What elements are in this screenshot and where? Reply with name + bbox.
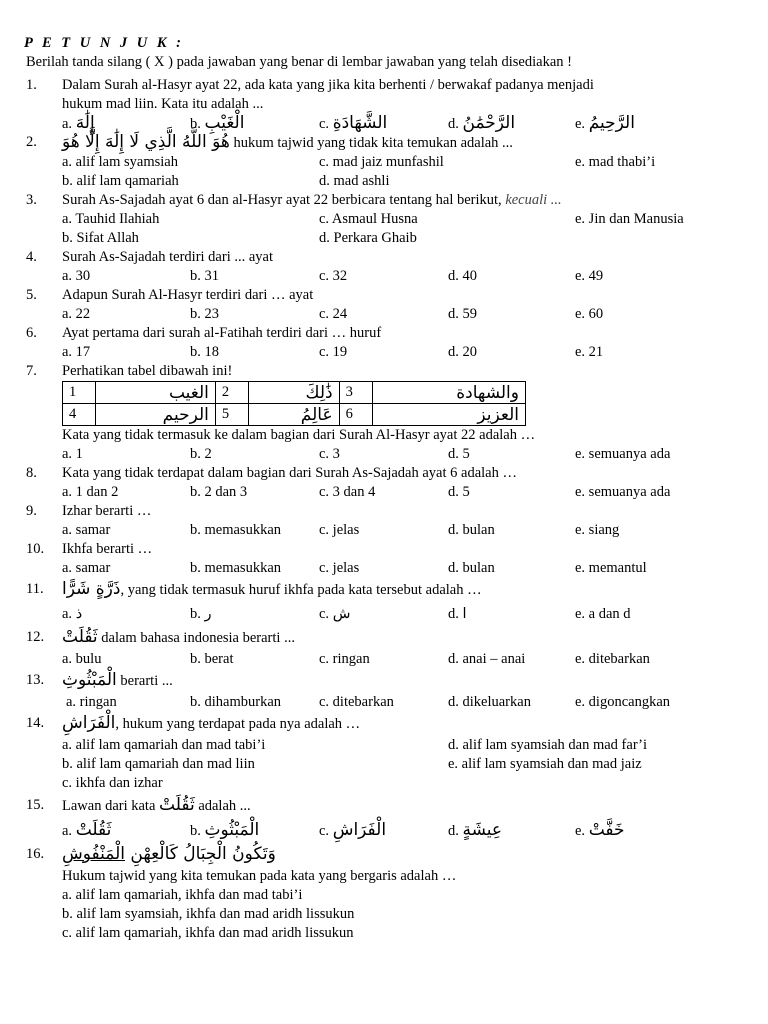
options	[24, 153, 744, 172]
option-a[interactable]: a. Tauhid Ilahiah	[62, 211, 160, 227]
option-a[interactable]: a. 1	[62, 446, 83, 462]
option-c[interactable]: c. 32	[319, 268, 348, 284]
instruction: Berilah tanda silang ( X ) pada jawaban yang benar di lembar jawaban yang telah disediakan !	[26, 54, 572, 70]
quiz-page	[24, 34, 744, 943]
question-text: hukum tajwid yang tidak kita temukan adalah ...	[233, 135, 513, 151]
question-text: , yang tidak termasuk huruf ikhfa pada kata tersebut adalah …	[120, 582, 482, 598]
question-3	[24, 191, 744, 210]
arabic-text: الْفَرَاشِ	[62, 713, 116, 733]
question-number: 15.	[26, 797, 45, 813]
question-12	[24, 626, 744, 650]
question-11	[24, 578, 744, 602]
option-a[interactable]: a. alif lam syamsiah	[62, 154, 178, 170]
question-number: 4.	[26, 249, 37, 265]
option-b[interactable]: b. berat	[190, 651, 234, 667]
option-c[interactable]: c. الْفَرَاشِ	[319, 820, 387, 840]
option-d[interactable]: d. 5	[448, 446, 470, 462]
options	[24, 172, 744, 191]
option-e[interactable]: e. a dan d	[575, 606, 631, 622]
option-c[interactable]: c. 24	[319, 306, 348, 322]
question-number: 1.	[26, 77, 37, 93]
options	[24, 267, 744, 286]
option-e[interactable]: e. digoncangkan	[575, 694, 671, 710]
option-e[interactable]: e. semuanya ada	[575, 446, 671, 462]
options	[24, 755, 744, 774]
option-a[interactable]: a. samar	[62, 560, 111, 576]
options	[24, 114, 744, 133]
options	[24, 229, 744, 248]
option-d[interactable]: d. 5	[448, 484, 470, 500]
question-number: 11.	[26, 581, 44, 597]
header: P E T U N J U K :	[24, 35, 185, 51]
option-d[interactable]: d. 40	[448, 268, 477, 284]
options	[24, 521, 744, 540]
option-d[interactable]: d. الرَّحْمَٰنُ	[448, 113, 516, 133]
option-d[interactable]: d. dikeluarkan	[448, 694, 531, 710]
option-e[interactable]: e. semuanya ada	[575, 484, 671, 500]
question-text: Lawan dari kata	[62, 798, 156, 814]
option-a[interactable]: a. ذ	[62, 606, 83, 622]
question-text-line2: hukum mad liin. Kata itu adalah ...	[62, 96, 264, 112]
option-e[interactable]: e. siang	[575, 522, 620, 538]
question-text: Ayat pertama dari surah al-Fatihah terdiri dari … huruf	[62, 325, 382, 341]
question-number: 14.	[26, 715, 45, 731]
option-a[interactable]: a. 30	[62, 268, 91, 284]
option-d[interactable]: d. bulan	[448, 522, 495, 538]
question-10	[24, 540, 744, 559]
option-a[interactable]: a. ثَقُلَتْ	[62, 820, 112, 840]
question-number: 10.	[26, 541, 45, 557]
question-number: 13.	[26, 672, 45, 688]
option-b[interactable]: b. memasukkan	[190, 522, 282, 538]
question-8	[24, 464, 744, 483]
arabic-text: هُوَ اللَّهُ الَّذِي لَا إِلَٰهَ إِلَّا هُوَ	[62, 132, 230, 152]
option-b[interactable]: b. الْغَيْبِ	[190, 113, 245, 133]
option-b[interactable]: b. ر	[190, 606, 212, 622]
question-text-end: adalah ...	[198, 798, 251, 814]
question-7	[24, 362, 744, 381]
options	[24, 559, 744, 578]
question-1	[24, 76, 744, 114]
question-9	[24, 502, 744, 521]
options	[24, 736, 744, 755]
option-c[interactable]: c. alif lam qamariah, ikhfa dan mad aridh lissukun	[62, 925, 354, 941]
option-c[interactable]: c. ditebarkan	[319, 694, 394, 710]
question-text: Hukum tajwid yang kita temukan pada kata yang bergaris adalah …	[62, 868, 457, 884]
table-cell: 5	[215, 404, 248, 426]
option-e[interactable]: e. الرَّحِيمُ	[575, 113, 635, 133]
option-e[interactable]: e. mad thabi’i	[575, 154, 656, 170]
table-cell: 6	[339, 404, 372, 426]
option-a[interactable]: a. 1 dan 2	[62, 484, 119, 500]
option-a[interactable]: a. alif lam qamariah, ikhfa dan mad tabi’i	[62, 887, 303, 903]
options	[24, 305, 744, 324]
options	[24, 343, 744, 362]
option-b[interactable]: b. Sifat Allah	[62, 230, 139, 246]
option-a[interactable]: a. 17	[62, 344, 91, 360]
option-b[interactable]: b. 2 dan 3	[190, 484, 248, 500]
question-text: Dalam Surah al-Hasyr ayat 22, ada kata yang jika kita berhenti / berwakaf padanya menjadi	[62, 77, 594, 93]
option-c[interactable]: c. ش	[319, 606, 351, 622]
option-c[interactable]: c. jelas	[319, 560, 360, 576]
options	[24, 693, 744, 712]
option-d[interactable]: d. ا	[448, 606, 467, 622]
option-e[interactable]: e. 60	[575, 306, 604, 322]
table-cell: 4	[63, 404, 96, 426]
question-number: 12.	[26, 629, 45, 645]
options	[24, 483, 744, 502]
option-a[interactable]: a. ringan	[66, 694, 117, 710]
option-a[interactable]: a. alif lam qamariah dan mad tabi’i	[62, 737, 266, 753]
options	[24, 818, 744, 842]
option-c[interactable]: c. ikhfa dan izhar	[62, 775, 163, 791]
option-a[interactable]: a. samar	[62, 522, 111, 538]
question-number: 3.	[26, 192, 37, 208]
option-c[interactable]: c. mad jaiz munfashil	[319, 154, 444, 170]
option-e[interactable]: e. alif lam syamsiah dan mad jaiz	[448, 756, 642, 772]
table-cell: الرحيم	[96, 404, 216, 426]
table-cell: الغيب	[96, 382, 216, 404]
question-4	[24, 248, 744, 267]
option-d[interactable]: d. 20	[448, 344, 477, 360]
option-b[interactable]: b. 23	[190, 306, 219, 322]
arabic-text: ثَقُلَتْ	[62, 627, 98, 647]
question-text: , hukum yang terdapat pada nya adalah …	[115, 716, 361, 732]
option-b[interactable]: b. memasukkan	[190, 560, 282, 576]
question-number: 9.	[26, 503, 37, 519]
option-b[interactable]: b. alif lam syamsiah, ikhfa dan mad aridh lissukun	[62, 906, 355, 922]
options	[24, 774, 744, 793]
table-row	[63, 382, 526, 404]
option-b[interactable]: b. الْمَبْثُوثِ	[190, 820, 260, 840]
option-b[interactable]: b. dihamburkan	[190, 694, 282, 710]
question-text: berarti ...	[120, 673, 173, 689]
option-e[interactable]: e. ditebarkan	[575, 651, 650, 667]
arabic-text: الْمَبْثُوثِ	[62, 670, 117, 690]
kecuali-text: kecuali ...	[505, 192, 562, 208]
option-c[interactable]: c. Asmaul Husna	[319, 211, 418, 227]
option-c[interactable]: c. jelas	[319, 522, 360, 538]
question-text: Perhatikan tabel dibawah ini!	[62, 363, 233, 379]
question-text: Surah As-Sajadah ayat 6 dan al-Hasyr ayat 22 berbicara tentang hal berikut,	[62, 192, 506, 208]
option-e[interactable]: e. 49	[575, 268, 604, 284]
option-a[interactable]: a. إِلَٰهَ	[62, 113, 95, 133]
options	[24, 210, 744, 229]
table-cell: 2	[215, 382, 248, 404]
option-c[interactable]: c. 3 dan 4	[319, 484, 376, 500]
option-b[interactable]: b. 18	[190, 344, 219, 360]
question-number: 7.	[26, 363, 37, 379]
question-6	[24, 324, 744, 343]
option-d[interactable]: d. mad ashli	[319, 173, 390, 189]
table-cell: 3	[339, 382, 372, 404]
table-cell: والشهادة	[372, 382, 525, 404]
question-15	[24, 793, 744, 818]
options	[24, 905, 744, 924]
question-text: Adapun Surah Al-Hasyr terdiri dari … ayat	[62, 287, 314, 303]
arabic-text: ثَقُلَتْ	[159, 795, 195, 815]
question-number: 6.	[26, 325, 37, 341]
option-b[interactable]: b. 2	[190, 446, 212, 462]
option-e[interactable]: e. خَفَّتْ	[575, 820, 625, 840]
question-text-line2: Kata yang tidak termasuk ke dalam bagian dari Surah Al-Hasyr ayat 22 adalah …	[62, 427, 536, 443]
option-d[interactable]: d. anai – anai	[448, 651, 526, 667]
question-5	[24, 286, 744, 305]
arabic-verse: وَتَكُونُ الْجِبَالُ كَالْعِهْنِ الْمَنْفُوشِ	[62, 844, 276, 864]
option-c[interactable]: c. 3	[319, 446, 340, 462]
option-c[interactable]: c. ringan	[319, 651, 370, 667]
options	[24, 445, 744, 464]
underlined-word: الْمَنْفُوشِ	[62, 844, 125, 864]
option-d[interactable]: d. alif lam syamsiah dan mad far’i	[448, 737, 648, 753]
option-b[interactable]: b. 31	[190, 268, 219, 284]
question-text: dalam bahasa indonesia berarti ...	[101, 630, 295, 646]
question-14	[24, 712, 744, 736]
question-text: Ikhfa berarti …	[62, 541, 153, 557]
question-number: 2.	[26, 134, 37, 150]
question-text: Kata yang tidak terdapat dalam bagian dari Surah As-Sajadah ayat 6 adalah …	[62, 465, 517, 481]
options	[24, 886, 744, 905]
option-b[interactable]: b. alif lam qamariah dan mad liin	[62, 756, 255, 772]
option-d[interactable]: d. Perkara Ghaib	[319, 230, 417, 246]
option-d[interactable]: d. 59	[448, 306, 477, 322]
option-c[interactable]: c. الشَّهَادَةِ	[319, 113, 388, 133]
option-b[interactable]: b. alif lam qamariah	[62, 173, 179, 189]
question-2	[24, 133, 744, 153]
option-a[interactable]: a. bulu	[62, 651, 102, 667]
question-number: 8.	[26, 465, 37, 481]
question-16	[24, 842, 744, 867]
option-e[interactable]: e. Jin dan Manusia	[575, 211, 684, 227]
option-e[interactable]: e. 21	[575, 344, 604, 360]
question-text: Izhar berarti …	[62, 503, 152, 519]
options	[24, 650, 744, 669]
option-a[interactable]: a. 22	[62, 306, 91, 322]
option-e[interactable]: e. memantul	[575, 560, 647, 576]
options	[24, 602, 744, 626]
option-d[interactable]: d. bulan	[448, 560, 495, 576]
option-d[interactable]: d. عِيشَةٍ	[448, 820, 503, 840]
word-table	[62, 381, 526, 426]
table-row	[63, 404, 526, 426]
question-13	[24, 669, 744, 693]
question-text: Surah As-Sajadah terdiri dari ... ayat	[62, 249, 273, 265]
table-cell: 1	[63, 382, 96, 404]
table-cell: عَالِمُ	[248, 404, 339, 426]
arabic-text: ذَرَّةٍ شَرًّا	[62, 579, 121, 599]
table-cell: العزيز	[372, 404, 525, 426]
question-number: 16.	[26, 846, 45, 862]
option-c[interactable]: c. 19	[319, 344, 348, 360]
table-cell: ذَٰلِكَ	[248, 382, 339, 404]
options	[24, 924, 744, 943]
question-number: 5.	[26, 287, 37, 303]
